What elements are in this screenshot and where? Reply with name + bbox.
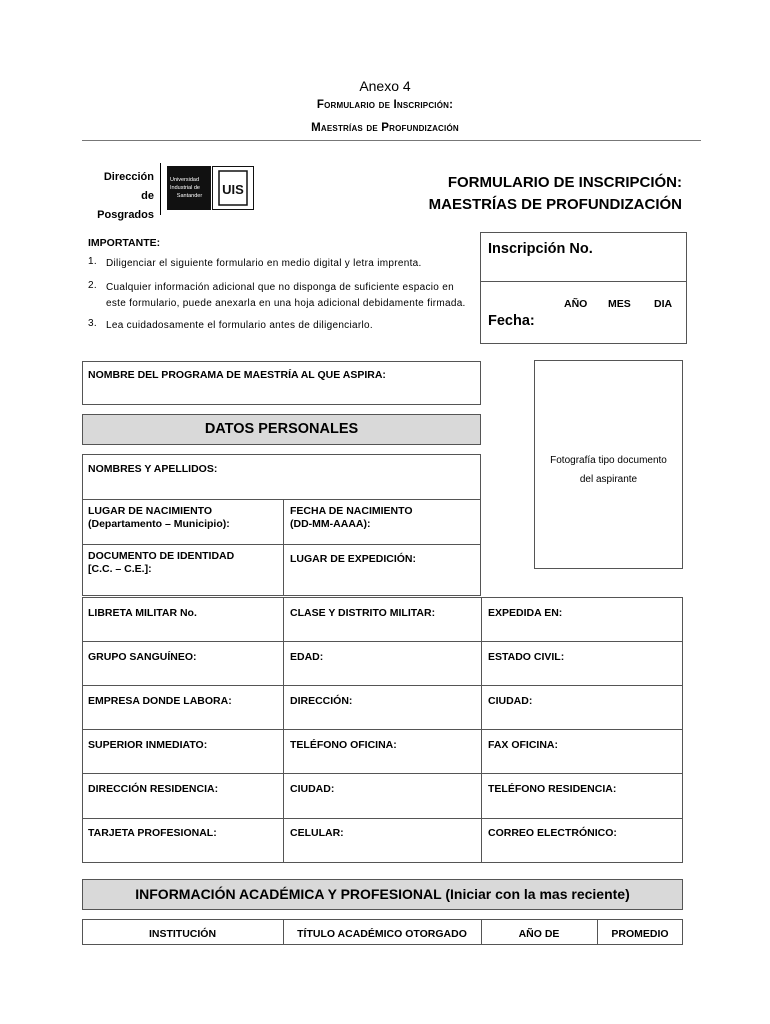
academic-heading: INFORMACIÓN ACADÉMICA Y PROFESIONAL (Iniciar con la mas reciente) (82, 879, 683, 910)
issued-in-label: EXPEDIDA EN: (488, 607, 563, 619)
important-item (88, 318, 473, 334)
grid-row-divider (82, 818, 683, 819)
grid-col-divider (283, 597, 284, 863)
personal-col-divider (283, 499, 284, 596)
grid-row-divider (82, 641, 683, 642)
form-title (360, 172, 682, 216)
date-day-label: DIA (654, 298, 673, 310)
program-field[interactable] (82, 361, 481, 405)
date-month-label: MES (608, 298, 631, 310)
military-card-label: LIBRETA MILITAR No. (88, 607, 197, 619)
header-divider (82, 140, 701, 141)
inscription-divider (480, 281, 687, 282)
photo-caption-line-2: del aspirante (579, 474, 638, 485)
grid-row-divider (82, 729, 683, 730)
logo-dept-line-1: Dirección (103, 171, 154, 183)
important-label: IMPORTANTE: (88, 237, 161, 249)
uis-mark: UIS (222, 182, 244, 197)
personal-row-divider (82, 499, 481, 500)
important-item-text: Diligenciar el siguiente formulario en medio digital y letra imprenta. (106, 258, 422, 269)
id-document-label (88, 550, 234, 576)
personal-row-divider (82, 544, 481, 545)
birth-date-line-1: FECHA DE NACIMIENTO (290, 505, 413, 517)
form-title-line-2: MAESTRÍAS DE PROFUNDIZACIÓN (428, 196, 682, 213)
home-city-label: CIUDAD: (290, 783, 335, 795)
home-phone-label: TELÉFONO RESIDENCIA: (488, 783, 617, 795)
grid-row-divider (82, 773, 683, 774)
important-item-text: Cualquier información adicional que no disponga de suficiente espacio en este formulario, puede anexarla en una hoja adicional debidamente firmada. (106, 282, 466, 309)
work-city-label: CIUDAD: (488, 695, 533, 707)
details-grid (82, 597, 683, 863)
military-class-label: CLASE Y DISTRITO MILITAR: (290, 607, 436, 619)
important-item-text: Lea cuidadosamente el formulario antes de diligenciarlo. (106, 320, 373, 331)
col-average: PROMEDIO (611, 928, 669, 940)
annex-title: Anexo 4 (359, 78, 411, 94)
birth-place-line-1: LUGAR DE NACIMIENTO (88, 505, 213, 517)
important-item-num: 1. (88, 256, 97, 267)
logo-dept-line-2: de (141, 190, 154, 202)
important-item (88, 256, 473, 272)
age-label: EDAD: (290, 651, 324, 663)
col-year: AÑO DE (518, 928, 560, 940)
id-document-line-2: [C.C. – C.E.]: (88, 563, 152, 575)
office-fax-label: FAX OFICINA: (488, 739, 558, 751)
id-document-line-1: DOCUMENTO DE IDENTIDAD (88, 550, 235, 562)
blood-type-label: GRUPO SANGUÍNEO: (88, 651, 197, 663)
birth-place-line-2: (Departamento – Municipio): (88, 518, 230, 530)
date-year-label: AÑO (564, 298, 588, 310)
date-label: Fecha: (488, 313, 535, 329)
uni-line-1: Universidad (170, 177, 200, 183)
logo-dept-line-3: Posgrados (97, 209, 154, 221)
photo-caption (534, 451, 683, 489)
office-phone-label: TELÉFONO OFICINA: (290, 739, 397, 751)
names-field[interactable] (84, 478, 479, 498)
supervisor-label: SUPERIOR INMEDIATO: (88, 739, 208, 751)
professional-card-label: TARJETA PROFESIONAL: (88, 827, 217, 839)
uni-line-3: Santander (176, 193, 203, 199)
col-degree: TÍTULO ACADÉMICO OTORGADO (297, 928, 467, 940)
personal-data-heading: DATOS PERSONALES (82, 414, 481, 445)
uis-logo-icon (212, 166, 254, 210)
birth-date-line-2: (DD-MM-AAAA): (290, 518, 371, 530)
logo-divider (160, 163, 161, 215)
email-label: CORREO ELECTRÓNICO: (488, 827, 617, 839)
birth-place-label (88, 505, 230, 531)
work-address-label: DIRECCIÓN: (290, 695, 353, 707)
home-address-label: DIRECCIÓN RESIDENCIA: (88, 783, 219, 795)
employer-label: EMPRESA DONDE LABORA: (88, 695, 232, 707)
important-item-num: 3. (88, 318, 97, 329)
header-line-2: Maestrías de Profundización (311, 122, 459, 134)
birth-date-label (290, 505, 413, 531)
grid-row-divider (82, 685, 683, 686)
photo-caption-line-1: Fotografía tipo documento (550, 455, 667, 466)
logo-dept-text (80, 168, 154, 225)
important-item-num: 2. (88, 280, 97, 291)
marital-status-label: ESTADO CIVIL: (488, 651, 565, 663)
names-label: NOMBRES Y APELLIDOS: (88, 463, 218, 475)
program-label: NOMBRE DEL PROGRAMA DE MAESTRÍA AL QUE ASPIRA: (88, 369, 386, 381)
col-institution: INSTITUCIÓN (148, 928, 217, 940)
issue-place-label: LUGAR DE EXPEDICIÓN: (290, 553, 417, 565)
inscription-number-label: Inscripción No. (488, 241, 593, 257)
header-line-1: Formulario de Inscripción: (316, 99, 454, 111)
mobile-label: CELULAR: (290, 827, 344, 839)
uni-line-2: Industrial de (170, 185, 200, 191)
university-logo-box (167, 166, 211, 210)
form-title-line-1: FORMULARIO DE INSCRIPCIÓN: (447, 174, 682, 191)
important-item (88, 280, 473, 312)
grid-col-divider (481, 597, 482, 863)
important-list (88, 256, 473, 334)
